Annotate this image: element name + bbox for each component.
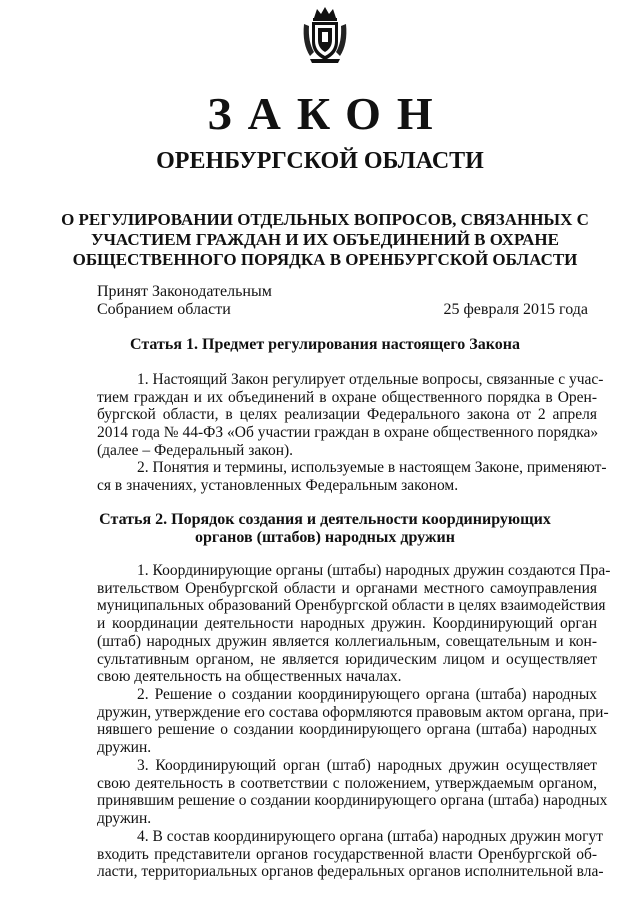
coat-of-arms-emblem [300,4,350,64]
text-line: тием граждан и их объединений в охране общественного порядка в Орен- [97,388,597,406]
text-line: дружин. [97,810,152,828]
text-line: свою деятельность на общественных началах. [97,668,402,686]
text-line: бургской области, в целях реализации Федерального закона от 2 апреля [97,406,597,424]
article-1-paragraph-2 [97,459,607,494]
document-title: ЗАКОН [207,88,449,139]
article-2-paragraph-1 [97,562,611,686]
text-line: входить представители органов государственной власти Оренбургской об- [97,845,597,863]
article-2-paragraph-3 [97,757,608,828]
adoption-line-1: Принят Законодательным [97,283,272,300]
text-line: дружин. [97,739,152,757]
text-line: 2. Понятия и термины, используемые в настоящем Законе, применяют- [137,459,607,476]
text-line: ласти, территориальных органов федеральных органов исполнительной вла- [97,863,604,881]
text-line: (штаб) народных дружин является коллегиальным, совещательным и кон- [97,632,597,650]
text-line: 1. Координирующие органы (штабы) народных дружин создаются Пра- [137,562,611,579]
adoption-date: 25 февраля 2015 года [443,301,588,318]
adoption-line-2: Собранием области [97,301,231,318]
text-line: 2. Решение о создании координирующего органа (штаба) народных [137,686,597,703]
law-subject-line: УЧАСТИЕМ ГРАЖДАН И ИХ ОБЪЕДИНЕНИЙ В ОХРАНЕ [90,230,559,249]
text-line: принявшим решение о создании координирующего органа (штаба) народных [97,792,608,810]
article-1-paragraph-1 [97,371,604,460]
text-line: муниципальных образований Оренбургской области в целях взаимодействия [97,597,606,615]
adoption-info [97,283,272,319]
article-heading-line: Статья 2. Порядок создания и деятельности координирующих [99,511,551,528]
article-2-paragraph-2 [97,686,609,757]
text-line: 4. В состав координирующего органа (штаба) народных дружин могут [137,828,604,845]
text-line: и координации деятельности народных дружин. Координирующий орган [97,615,597,633]
text-line: 1. Настоящий Закон регулирует отдельные вопросы, связанные с учас- [137,371,604,388]
document-region: ОРЕНБУРГСКОЙ ОБЛАСТИ [156,148,484,174]
article-2-heading [60,511,590,547]
article-2-paragraph-4 [97,828,604,881]
text-line: 3. Координирующий орган (штаб) народных дружин осуществляет [137,757,597,774]
text-line: вительством Оренбургской области и органами местного самоуправления [97,579,597,597]
text-line: нявшего решение о создании координирующего органа (штаба) народных [97,721,597,739]
article-heading-line: Статья 1. Предмет регулирования настоящего Закона [130,336,520,353]
law-subject-line: О РЕГУЛИРОВАНИИ ОТДЕЛЬНЫХ ВОПРОСОВ, СВЯЗАННЫХ С [61,210,589,229]
text-line: (далее – Федеральный закон). [97,441,294,459]
text-line: дружин, утверждение его состава оформляются правовым актом органа, при- [97,703,609,721]
article-1-heading [60,336,590,354]
text-line: ся в значениях, установленных Федеральным законом. [97,476,459,494]
text-line: 2014 года № 44-ФЗ «Об участии граждан в охране общественного порядка» [97,424,599,442]
law-subject-line: ОБЩЕСТВЕННОГО ПОРЯДКА В ОРЕНБУРГСКОЙ ОБЛАСТИ [72,250,578,269]
coat-of-arms-icon [300,4,350,64]
text-line: сультативным органом, не является юридическим лицом и осуществляет [97,650,597,668]
law-subject [60,210,590,270]
text-line: свою деятельность в соответствии с положением, утверждаемым органом, [97,774,597,792]
article-heading-line: органов (штабов) народных дружин [195,529,455,546]
